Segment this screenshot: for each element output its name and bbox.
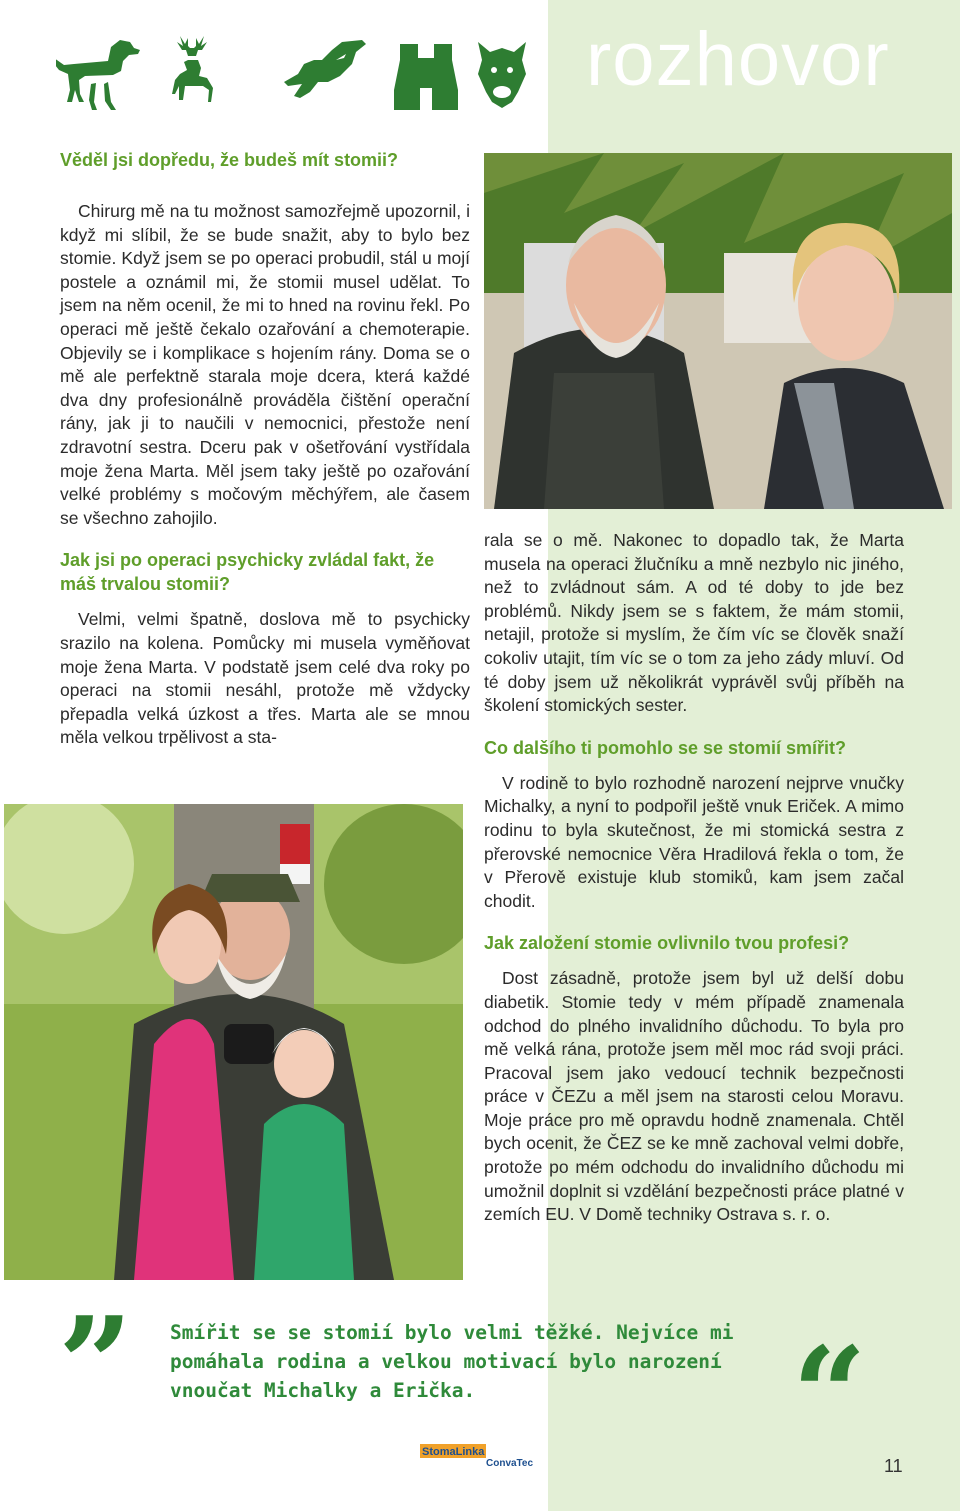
binoculars-icon <box>390 34 462 116</box>
logo-line2: ConvaTec <box>486 1458 534 1469</box>
duck-icon <box>282 34 368 116</box>
question-4: Jak založení stomie ovlivnilo tvou profesi? <box>484 933 850 954</box>
question-3: Co dalšího ti pomohlo se se stomií smířit? <box>484 737 847 758</box>
deer-icon <box>166 34 224 116</box>
left-column <box>60 148 470 750</box>
icon-row <box>56 34 526 116</box>
question-2: Jak jsi po operaci psychicky zvládal fakt, že máš trvalou stomii? <box>60 550 435 595</box>
family-photo <box>4 804 463 1280</box>
logo-line1: StomaLinka <box>422 1446 485 1458</box>
question-1: Věděl jsi dopředu, že budeš mít stomii? <box>60 150 399 170</box>
pull-quote: Smířit se se stomií bylo velmi těžké. Nejvíce mi pomáhala rodina a velkou motivací bylo narození vnoučat Michalky a Erička. <box>170 1321 734 1402</box>
answer-1: Chirurg mě na tu možnost samozřejmě upozornil, i když mi slíbil, že se bude snažit, aby to bylo bez stomie. Když jsem se po operaci probudil, stál u mojí postele a oznámil mi, že stomii musel udělat. To jsem na něm ocenil, že mi to hned na rovinu řekl. Po operaci mě ještě čekalo ozařování a chemoterapie. Objevily se i komplikace s hojením rány. Doma se o mě ale perfektně starala moje dcera, která každé dva dny profesionálně prováděla čištění operační rány, jak ji to naučili v nemocnici, přestože není zdravotní sestra. Dceru pak v ošetřování vystřídala moje žena Marta. Měl jsem taky ještě po ozařování velké problémy s močovým měchýřem, ale časem se všechno zahojilo. <box>60 201 470 528</box>
answer-2-part2: rala se o mě. Nakonec to dopadlo tak, že Marta musela na operaci žlučníku a mně nezbylo nic jiného, než to zvládnout sám. A od té doby to jde bez problémů. Nikdy jsem se s faktem, že mám stomii, netajil, protože si myslím, že čím víc se člověk snaží cokoliv utajit, tím víc se o tom za jeho zády mluví. Od té doby jsem už několikrát vyprávěl svůj příběh na školení stomických sester. <box>484 530 904 716</box>
stomalinka-logo <box>420 1440 560 1472</box>
boar-icon <box>472 34 532 116</box>
right-column <box>484 529 904 1227</box>
page-number: 11 <box>884 1456 903 1476</box>
section-label: rozhovor <box>586 17 890 102</box>
answer-3: V rodině to bylo rozhodně narození nejprve vnučky Michalky, a nyní to podpořil ještě vnuk Eriček. A mimo rodinu to byla skutečnost, že mi stomická sestra z přerovské nemocnice Věra Hradilová řekla o tom, že v Přerově existuje klub stomiků, kam jsem začal chodit. <box>484 772 904 911</box>
closing-quote-icon: ” <box>58 1288 133 1441</box>
couple-photo <box>484 153 952 509</box>
answer-2-part1: Velmi, velmi špatně, doslova mě to psychicky srazilo na kolena. Pomůcky mi musela vyměňovat moje žena Marta. V podstatě jsem celé dva roky po operaci na stomii nesáhl, protože mě vždycky přepadla velká úzkost a třes. Marta ale se mnou měla velkou trpělivost a sta- <box>60 609 470 748</box>
opening-quote-icon: “ <box>792 1318 867 1471</box>
answer-4: Dost zásadně, protože jsem byl už delší dobu diabetik. Stomie tedy v mém případě znamenala odchod do plného invalidního důchodu. To byla pro mě velká rána, protože jsem měl moc rád svoji práci. Pracoval jsem jako vedoucí technik bezpečnosti práce v ČEZu a měl jsem na starosti celou Moravu. Moje práce pro mě opravdu hodně znamenala. Chtěl bych ocenit, že ČEZ se ke mně zachoval velmi dobře, protože po mém odchodu do invalidního důchodu mi umožnil doplnit si vzdělání bezpečnosti práce platné v zemích EU. V Domě techniky Ostrava s. r. o. <box>484 968 904 1225</box>
dog-icon <box>56 34 142 116</box>
